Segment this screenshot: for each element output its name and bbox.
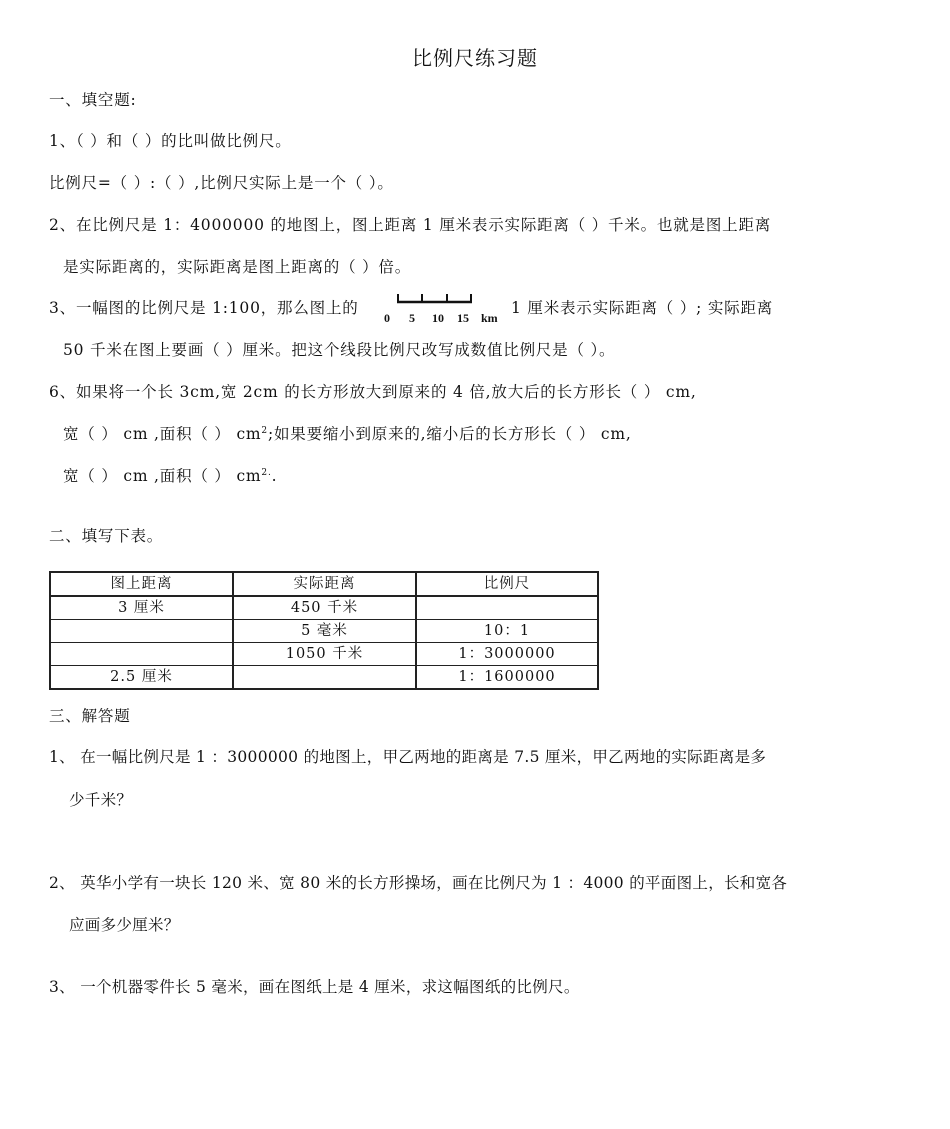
problem-2-line-1: 2、 英华小学有一块长 120 米、宽 80 米的长方形操场，画在比例尺为 1 ：4000 的平面图上，长和宽各 [49,874,788,892]
scale-label-5: 5 [409,311,415,325]
problem-1-line-2: 少千米？ [69,791,133,809]
table-cell [416,596,598,620]
table-cell [233,666,416,690]
question-2-line-2: 是实际距离的，实际距离是图上距离的（ ）倍。 [63,258,412,276]
question-6-line-2 [63,422,632,444]
question-1-formula: 比例尺=（ ）:（ ）,比例尺实际上是一个（ ）。 [49,174,394,192]
question-3-line-1-left: 3、一幅图的比例尺是 1:100，那么图上的 [49,299,359,317]
table-cell [50,620,233,643]
question-6-line-2-pre: 宽（ ） cm ,面积（ ） cm [63,425,262,443]
question-2-line-1: 2、在比例尺是 1：4000000 的地图上，图上距离 1 厘米表示实际距离（ ）千米。也就是图上距离 [49,216,772,234]
question-3-line-1-right: 1 厘米表示实际距离（ ）; 实际距离 [511,299,774,317]
table-row [50,643,598,666]
table-header-cell: 比例尺 [416,572,598,596]
table-cell [50,643,233,666]
scale-bar-graphic [397,292,477,306]
table-row [50,666,598,690]
problem-2-line-2: 应画多少厘米？ [69,916,180,934]
table-cell: 450 千米 [233,596,416,620]
table-cell: 5 毫米 [233,620,416,643]
table-cell: 1：3000000 [416,643,598,666]
table-cell: 10：1 [416,620,598,643]
section-heading-fill-blank: 一、填空题: [49,91,137,109]
question-3-line-2: 50 千米在图上要画（ ）厘米。把这个线段比例尺改写成数值比例尺是（ ）。 [63,341,616,359]
section-heading-solve: 三、解答题 [49,707,131,725]
table-row [50,596,598,620]
scale-label-0: 0 [384,311,390,325]
question-1: 1、（ ）和（ ）的比叫做比例尺。 [49,132,292,150]
problem-3: 3、 一个机器零件长 5 毫米，画在图纸上是 4 厘米，求这幅图纸的比例尺。 [49,978,580,996]
question-6-line-2-post: ;如果要缩小到原来的,缩小后的长方形长（ ） cm, [267,425,632,443]
section-heading-table: 二、填写下表。 [49,527,164,545]
question-6-line-1: 6、如果将一个长 3cm,宽 2cm 的长方形放大到原来的 4 倍,放大后的长方形长（ ） cm, [49,383,697,401]
table-header-cell: 实际距离 [233,572,416,596]
problem-1-line-1: 1、 在一幅比例尺是 1 ：3000000 的地图上，甲乙两地的距离是 7.5 厘米，甲乙两地的实际距离是多 [49,748,767,766]
question-6-line-3-post: . [271,467,278,485]
table-header-row [50,572,598,596]
table-cell: 2.5 厘米 [50,666,233,690]
scale-label-15: 15 [457,311,469,325]
table-row [50,620,598,643]
table-header-cell: 图上距离 [50,572,233,596]
scale-table [49,571,599,690]
question-6-line-3-pre: 宽（ ） cm ,面积（ ） cm [63,467,262,485]
scale-label-10: 10 [432,311,444,325]
table-cell: 1050 千米 [233,643,416,666]
superscript-2-dot: 2. [261,467,272,478]
scale-label-km: km [481,311,498,325]
table-cell: 1：1600000 [416,666,598,690]
table-cell: 3 厘米 [50,596,233,620]
question-6-line-3 [63,464,277,486]
page-title: 比例尺练习题 [412,46,538,70]
superscript-2: 2 [261,425,268,436]
